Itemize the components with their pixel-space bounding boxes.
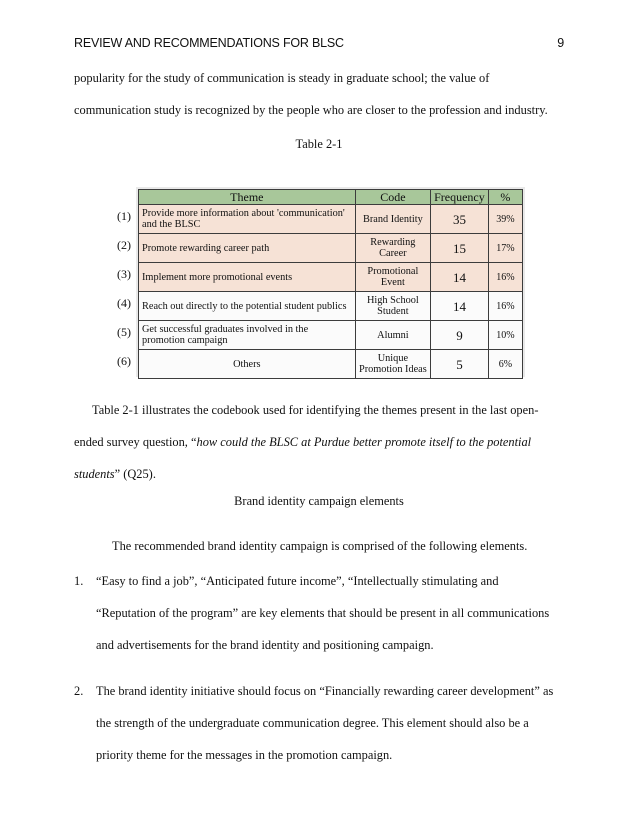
code-cell: Rewarding Career (355, 234, 430, 263)
section-heading: Brand identity campaign elements (234, 494, 404, 508)
frequency-cell: 14 (431, 263, 489, 292)
frequency-cell: 35 (431, 205, 489, 234)
list-item (74, 565, 574, 661)
row-number: (4) (117, 296, 131, 310)
header-theme: Theme (139, 190, 356, 205)
explanation-line-1: Table 2-1 illustrates the codebook used for identifying the themes present in the last open- (92, 403, 539, 417)
header-frequency: Frequency (431, 190, 489, 205)
table-row (139, 321, 523, 350)
table-row (139, 205, 523, 234)
header-code: Code (355, 190, 430, 205)
theme-cell: Get successful graduates involved in the promotion campaign (139, 321, 356, 350)
list-item-line: “Easy to find a job”, “Anticipated future income”, “Intellectually stimulating and (96, 574, 499, 588)
list-item-line: and advertisements for the brand identity and positioning campaign. (96, 638, 434, 652)
row-number: (3) (117, 267, 131, 281)
row-number: (1) (117, 209, 131, 223)
frequency-cell: 5 (431, 350, 489, 379)
section-intro: The recommended brand identity campaign is comprised of the following elements. (112, 539, 528, 553)
list-item-line: the strength of the undergraduate communication degree. This element should also be a (96, 716, 529, 730)
explanation-text-end: ” (Q25). (114, 467, 156, 481)
theme-cell: Promote rewarding career path (139, 234, 356, 263)
percent-cell: 17% (488, 234, 522, 263)
row-number: (2) (117, 238, 131, 252)
intro-paragraph (74, 62, 564, 126)
table-header-row (139, 190, 523, 205)
list-item-line: The brand identity initiative should focus on “Financially rewarding career development” as (96, 684, 554, 698)
theme-cell: Implement more promotional events (139, 263, 356, 292)
code-cell: Unique Promotion Ideas (355, 350, 430, 379)
theme-cell: Provide more information about 'communication' and the BLSC (139, 205, 356, 234)
code-cell: Promotional Event (355, 263, 430, 292)
row-number: (5) (117, 325, 131, 339)
survey-question-quote-end: students (74, 467, 115, 481)
percent-cell: 16% (488, 292, 522, 321)
list-item-line: “Reputation of the program” are key elements that should be present in all communications (96, 606, 550, 620)
intro-line-2: communication study is recognized by the people who are closer to the profession and industry. (74, 103, 548, 117)
frequency-cell: 9 (431, 321, 489, 350)
list-item-line: priority theme for the messages in the promotion campaign. (96, 748, 393, 762)
code-cell: Brand Identity (355, 205, 430, 234)
list-item-number: 1. (74, 574, 84, 588)
table-row (139, 350, 523, 379)
percent-cell: 10% (488, 321, 522, 350)
theme-cell: Others (139, 350, 356, 379)
header-percent: % (488, 190, 522, 205)
list-item (74, 675, 574, 771)
frequency-cell: 15 (431, 234, 489, 263)
frequency-cell: 14 (431, 292, 489, 321)
code-cell: Alumni (355, 321, 430, 350)
row-number: (6) (117, 354, 131, 368)
codebook-table (138, 189, 523, 379)
page-number: 9 (557, 36, 564, 50)
percent-cell: 6% (488, 350, 522, 379)
recommendation-list (74, 565, 574, 771)
percent-cell: 16% (488, 263, 522, 292)
explanation-paragraph (74, 394, 564, 490)
list-item-number: 2. (74, 684, 84, 698)
table-row (139, 263, 523, 292)
explanation-text: ended survey question, “ (74, 435, 197, 449)
percent-cell: 39% (488, 205, 522, 234)
header-title: REVIEW AND RECOMMENDATIONS FOR BLSC (74, 36, 344, 50)
code-cell: High School Student (355, 292, 430, 321)
table-row (139, 234, 523, 263)
page-header (74, 36, 564, 50)
survey-question-quote: how could the BLSC at Purdue better promote itself to the potential (196, 435, 532, 449)
table-row (139, 292, 523, 321)
table-caption: Table 2-1 (295, 137, 343, 151)
intro-line-1: popularity for the study of communication is steady in graduate school; the value of (74, 71, 490, 85)
theme-cell: Reach out directly to the potential student publics (139, 292, 356, 321)
